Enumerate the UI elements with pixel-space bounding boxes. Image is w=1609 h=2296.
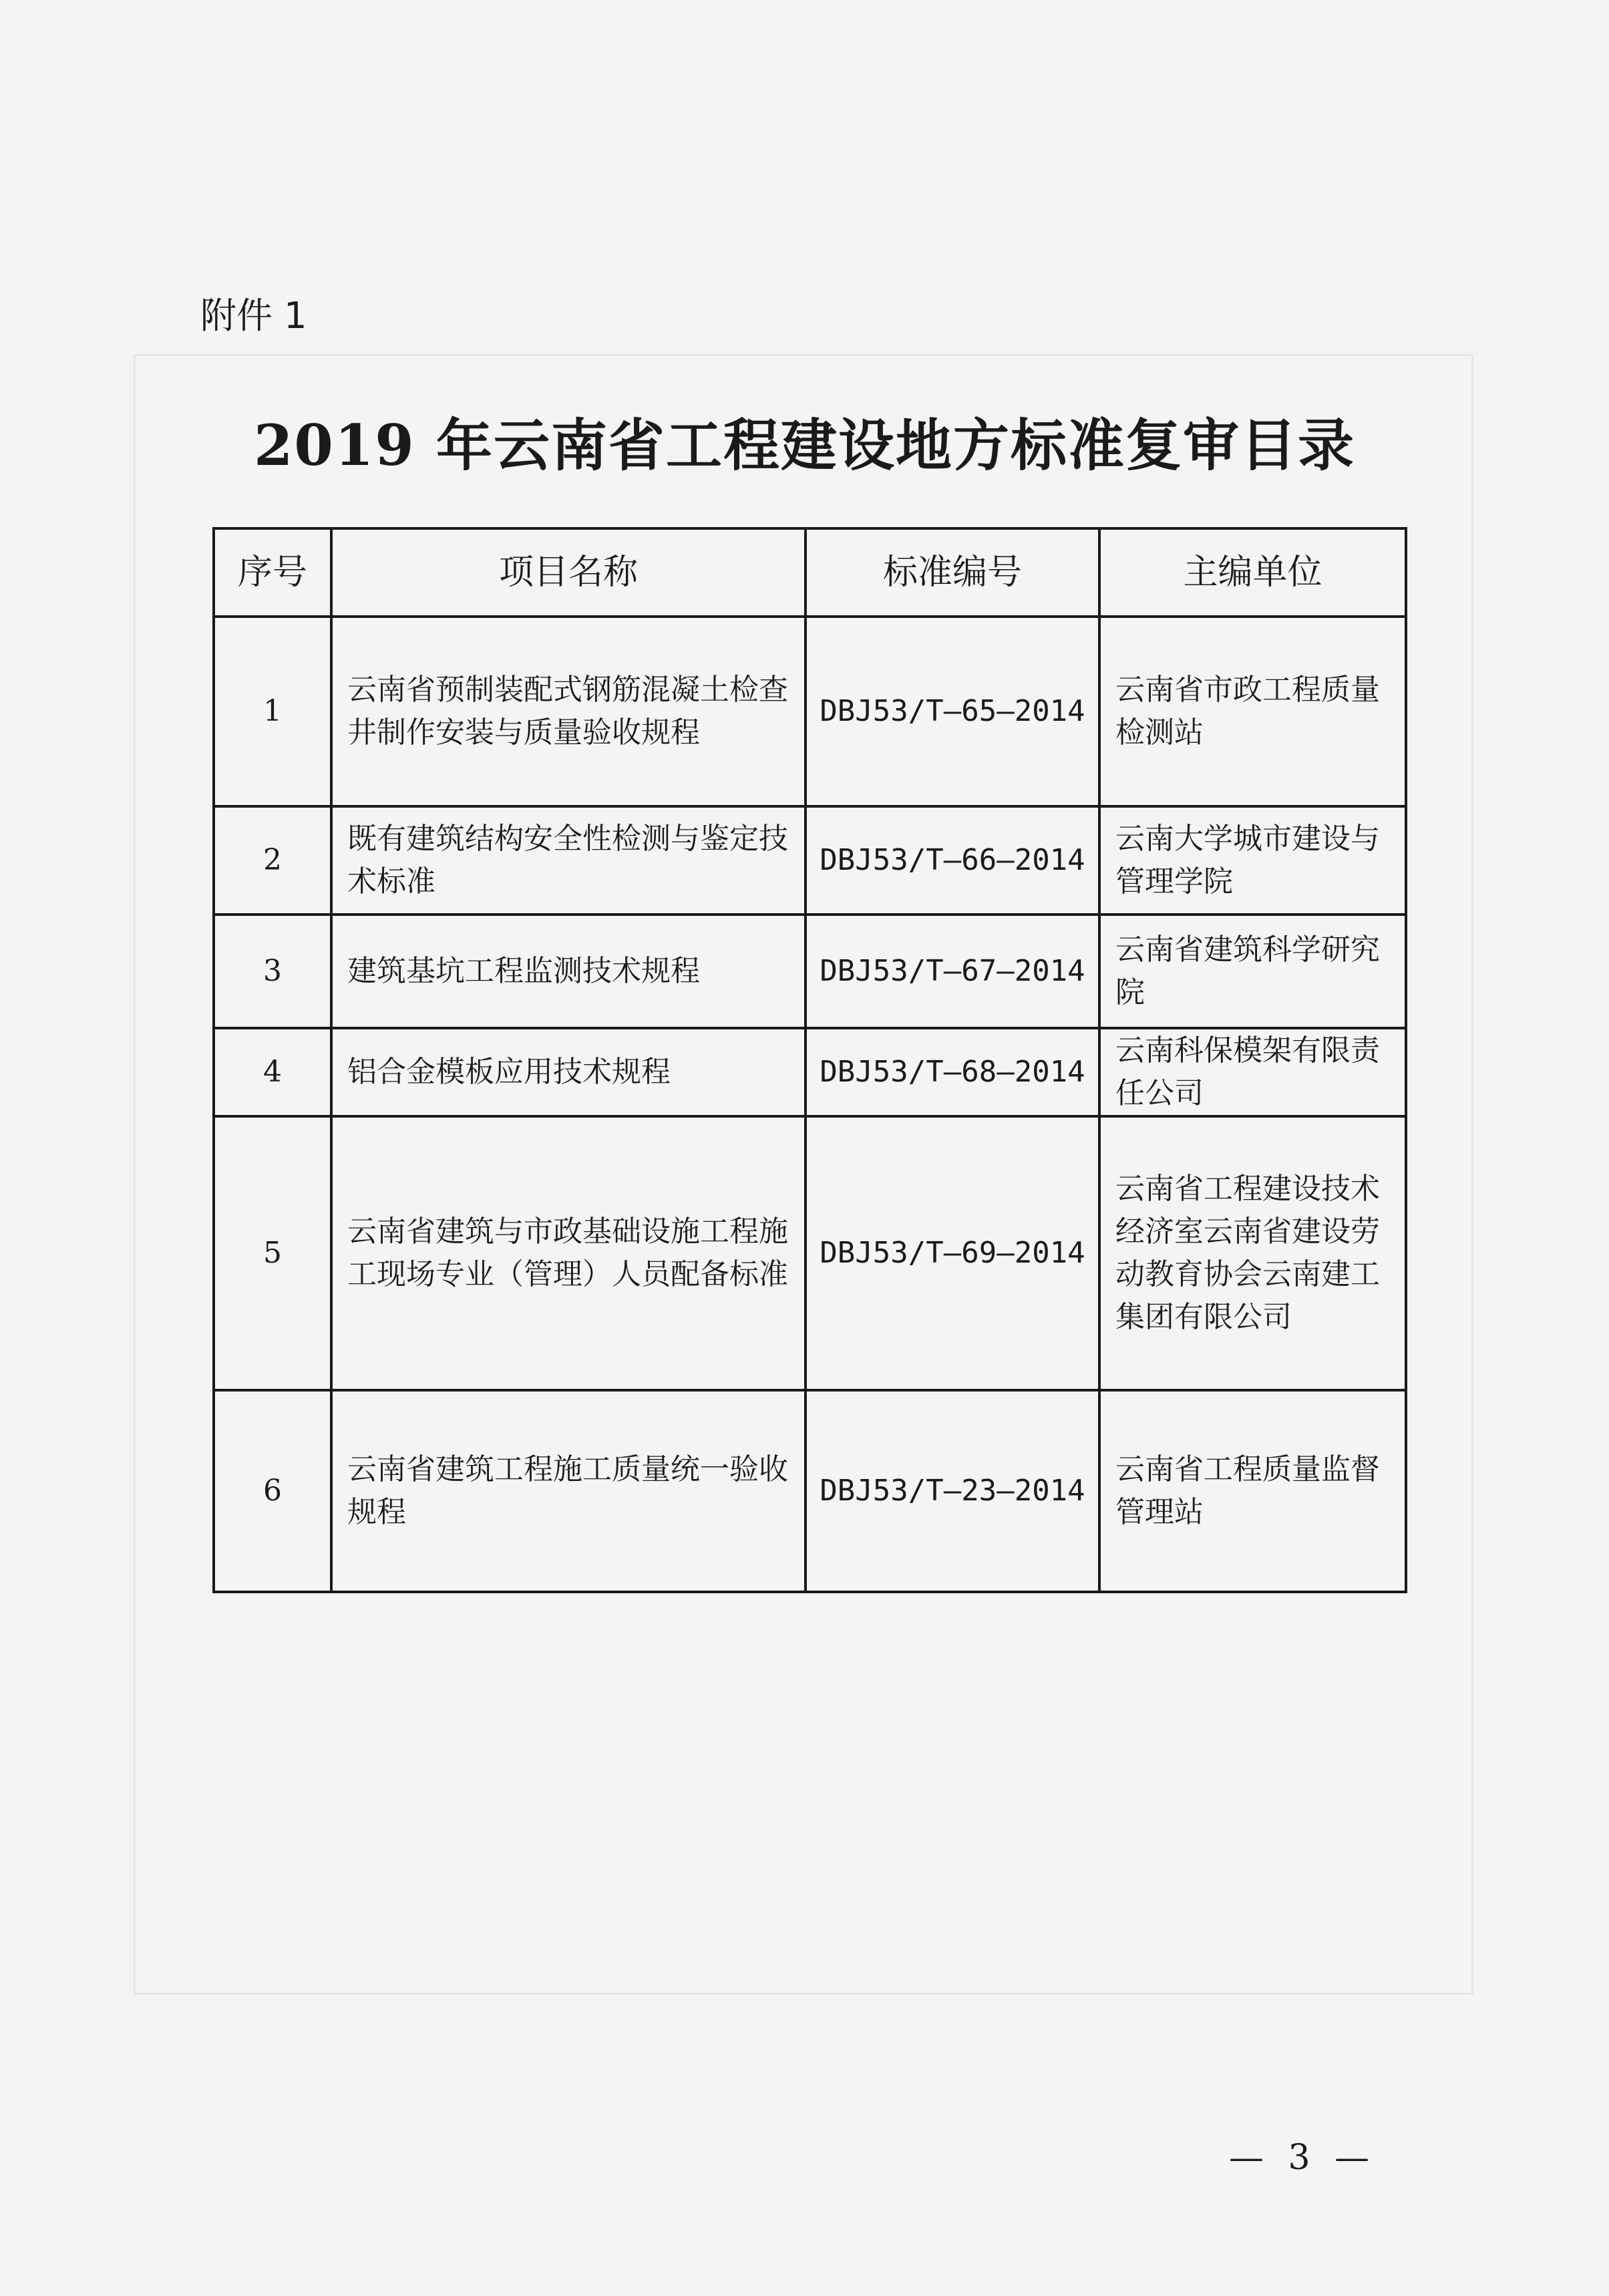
row-seq: 1	[214, 617, 331, 806]
row-org: 云南大学城市建设与管理学院	[1099, 806, 1406, 915]
row-name: 既有建筑结构安全性检测与鉴定技术标准	[331, 806, 806, 915]
row-org: 云南科保模架有限责任公司	[1099, 1028, 1406, 1116]
table-row	[214, 1028, 1406, 1116]
page-number: — 3 —	[1229, 2138, 1377, 2178]
row-name: 建筑基坑工程监测技术规程	[331, 915, 806, 1028]
table-row	[214, 915, 1406, 1028]
row-org: 云南省工程质量监督管理站	[1099, 1390, 1406, 1592]
row-code: DBJ53/T—65—2014	[806, 617, 1099, 806]
row-seq: 3	[214, 915, 331, 1028]
row-name: 云南省预制装配式钢筋混凝土检查井制作安装与质量验收规程	[331, 617, 806, 806]
row-seq: 5	[214, 1116, 331, 1390]
row-seq: 4	[214, 1028, 331, 1116]
row-name: 云南省建筑工程施工质量统一验收规程	[331, 1390, 806, 1592]
header-org: 主编单位	[1099, 528, 1406, 617]
standards-catalog-table	[212, 527, 1407, 1593]
table-row	[214, 1390, 1406, 1592]
row-org: 云南省工程建设技术经济室云南省建设劳动教育协会云南建工集团有限公司	[1099, 1116, 1406, 1390]
row-name: 铝合金模板应用技术规程	[331, 1028, 806, 1116]
table-row	[214, 806, 1406, 915]
header-name: 项目名称	[331, 528, 806, 617]
attachment-label: 附件 1	[200, 295, 307, 337]
row-org: 云南省建筑科学研究院	[1099, 915, 1406, 1028]
row-seq: 6	[214, 1390, 331, 1592]
row-code: DBJ53/T—67—2014	[806, 915, 1099, 1028]
table-row	[214, 1116, 1406, 1390]
table-header-row	[214, 528, 1406, 617]
row-code: DBJ53/T—66—2014	[806, 806, 1099, 915]
row-name: 云南省建筑与市政基础设施工程施工现场专业（管理）人员配备标准	[331, 1116, 806, 1390]
row-org: 云南省市政工程质量检测站	[1099, 617, 1406, 806]
table-row	[214, 617, 1406, 806]
row-code: DBJ53/T—68—2014	[806, 1028, 1099, 1116]
header-seq: 序号	[214, 528, 331, 617]
row-code: DBJ53/T—69—2014	[806, 1116, 1099, 1390]
page-title: 2019 年云南省工程建设地方标准复审目录	[253, 412, 1356, 478]
row-seq: 2	[214, 806, 331, 915]
header-code: 标准编号	[806, 528, 1099, 617]
row-code: DBJ53/T—23—2014	[806, 1390, 1099, 1592]
